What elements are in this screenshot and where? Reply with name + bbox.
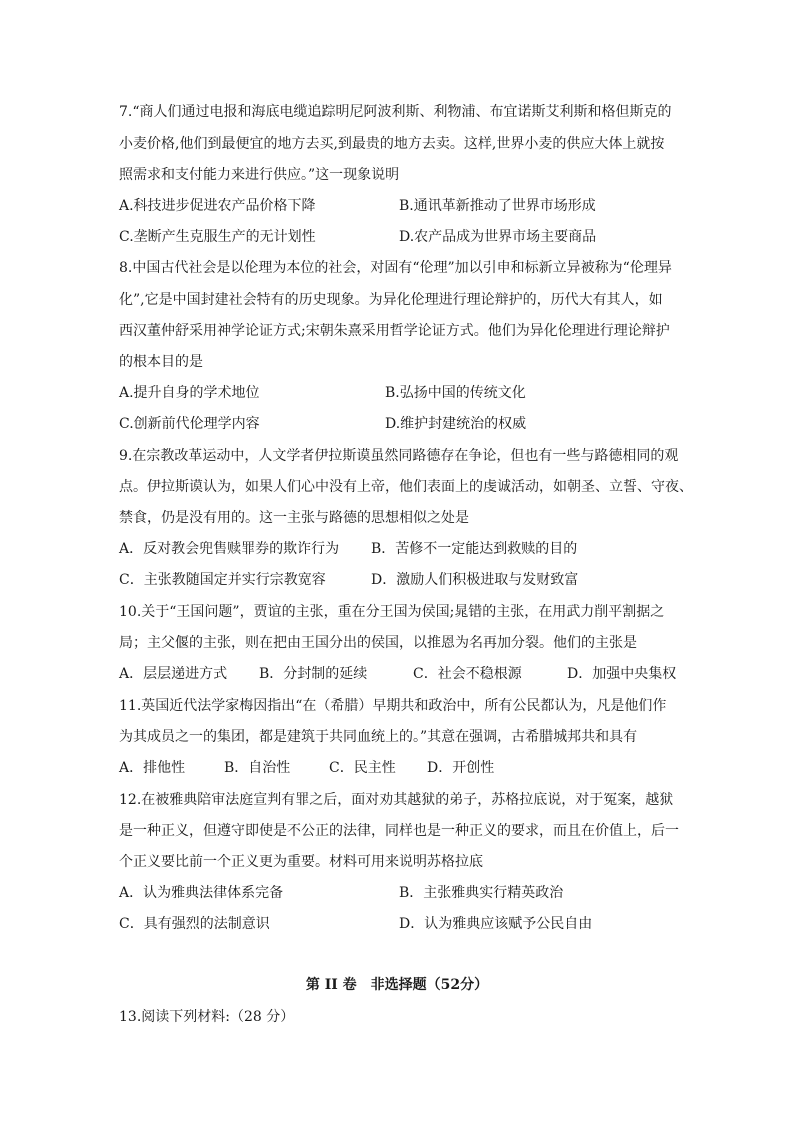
q9-option-b: B．苦修不一定能达到救赎的目的 bbox=[371, 541, 578, 557]
q12-option-a: A．认为雅典法律体系完备 bbox=[119, 885, 284, 901]
q11-option-c: C．民主性 bbox=[329, 760, 396, 776]
section-heading: 第 II 卷 非选择题（52分） bbox=[305, 977, 489, 993]
q9-line-1: 9.在宗教改革运动中，人文学者伊拉斯谟虽然同路德存在争论，但也有一些与路德相同的观 bbox=[119, 448, 679, 464]
q12-option-b: B．主张雅典实行精英政治 bbox=[399, 885, 564, 901]
q7-line-1: 7.“商人们通过电报和海底电缆追踪明尼阿波利斯、利物浦、布宜诺斯艾利斯和格但斯克的 bbox=[119, 104, 672, 120]
q8-option-b: B.弘扬中国的传统文化 bbox=[385, 385, 526, 401]
q10-option-c: C．社会不稳根源 bbox=[413, 666, 522, 682]
q10-option-d: D．加强中央集权 bbox=[567, 666, 677, 682]
q7-option-a: A.科技进步促进农产品价格下降 bbox=[119, 198, 316, 214]
q8-line-3: 西汉董仲舒采用神学论证方式;宋朝朱熹采用哲学论证方式。他们为异化伦理进行理论辩护 bbox=[119, 323, 670, 339]
q12-option-c: C．具有强烈的法制意识 bbox=[119, 916, 270, 932]
q8-line-4: 的根本目的是 bbox=[119, 354, 203, 370]
q11-option-d: D．开创性 bbox=[427, 760, 495, 776]
q11-line-2: 为其成员之一的集团，都是建筑于共同血统上的。”其意在强调，古希腊城邦共和具有 bbox=[119, 729, 638, 745]
q9-option-a: A．反对教会兜售赎罪券的欺诈行为 bbox=[119, 541, 340, 557]
q9-line-3: 禁食，仍是没有用的。这一主张与路德的思想相似之处是 bbox=[119, 510, 469, 526]
q8-line-2: 化”,它是中国封建社会特有的历史现象。为异化伦理进行理论辩护的，历代大有其人，如 bbox=[119, 292, 663, 308]
q9-option-c: C．主张教随国定并实行宗教宽容 bbox=[119, 572, 326, 588]
q12-line-1: 12.在被雅典陪审法庭宣判有罪之后，面对劝其越狱的弟子，苏格拉底说，对于冤案，越狱 bbox=[119, 792, 674, 808]
q8-option-a: A.提升自身的学术地位 bbox=[119, 385, 260, 401]
q11-option-b: B．自治性 bbox=[224, 760, 291, 776]
q12-line-2: 是一种正义，但遵守即使是不公正的法律，同样也是一种正义的要求，而且在价值上，后一 bbox=[119, 823, 679, 839]
q9-option-d: D．激励人们积极进取与发财致富 bbox=[371, 572, 579, 588]
q7-option-d: D.农产品成为世界市场主要商品 bbox=[399, 229, 597, 245]
q11-line-1: 11.英国近代法学家梅因指出“在（希腊）早期共和政治中，所有公民都认为，凡是他们作 bbox=[119, 698, 667, 714]
q12-line-3: 个正义要比前一个正义更为重要。材料可用来说明苏格拉底 bbox=[119, 854, 483, 870]
q7-line-3: 照需求和支付能力来进行供应。”这一现象说明 bbox=[119, 167, 400, 183]
q7-line-2: 小麦价格,他们到最便宜的地方去买,到最贵的地方去卖。这样,世界小麦的供应大体上就按 bbox=[119, 136, 665, 152]
q10-option-b: B．分封制的延续 bbox=[259, 666, 368, 682]
q12-option-d: D．认为雅典应该赋予公民自由 bbox=[399, 916, 593, 932]
q9-line-2: 点。伊拉斯谟认为，如果人们心中没有上帝，他们表面上的虔诚活动，如朝圣、立誓、守夜、 bbox=[119, 479, 693, 495]
q10-line-1: 10.关于“王国问题”，贾谊的主张，重在分王国为侯国;晁错的主张，在用武力削平割据之 bbox=[119, 604, 665, 620]
q8-line-1: 8.中国古代社会是以伦理为本位的社会，对固有“伦理”加以引申和标新立异被称为“伦理异 bbox=[119, 260, 672, 276]
q8-option-c: C.创新前代伦理学内容 bbox=[119, 416, 260, 432]
q11-option-a: A．排他性 bbox=[119, 760, 186, 776]
q8-option-d: D.维护封建统治的权威 bbox=[385, 416, 527, 432]
q10-option-a: A．层层递进方式 bbox=[119, 666, 228, 682]
q7-option-b: B.通讯革新推动了世界市场形成 bbox=[399, 198, 596, 214]
q13-prompt: 13.阅读下列材料:（28 分） bbox=[119, 1009, 295, 1025]
q7-option-c: C.垄断产生克服生产的无计划性 bbox=[119, 229, 316, 245]
q10-line-2: 局；主父偃的主张，则在把由王国分出的侯国，以推恩为名再加分裂。他们的主张是 bbox=[119, 635, 637, 651]
